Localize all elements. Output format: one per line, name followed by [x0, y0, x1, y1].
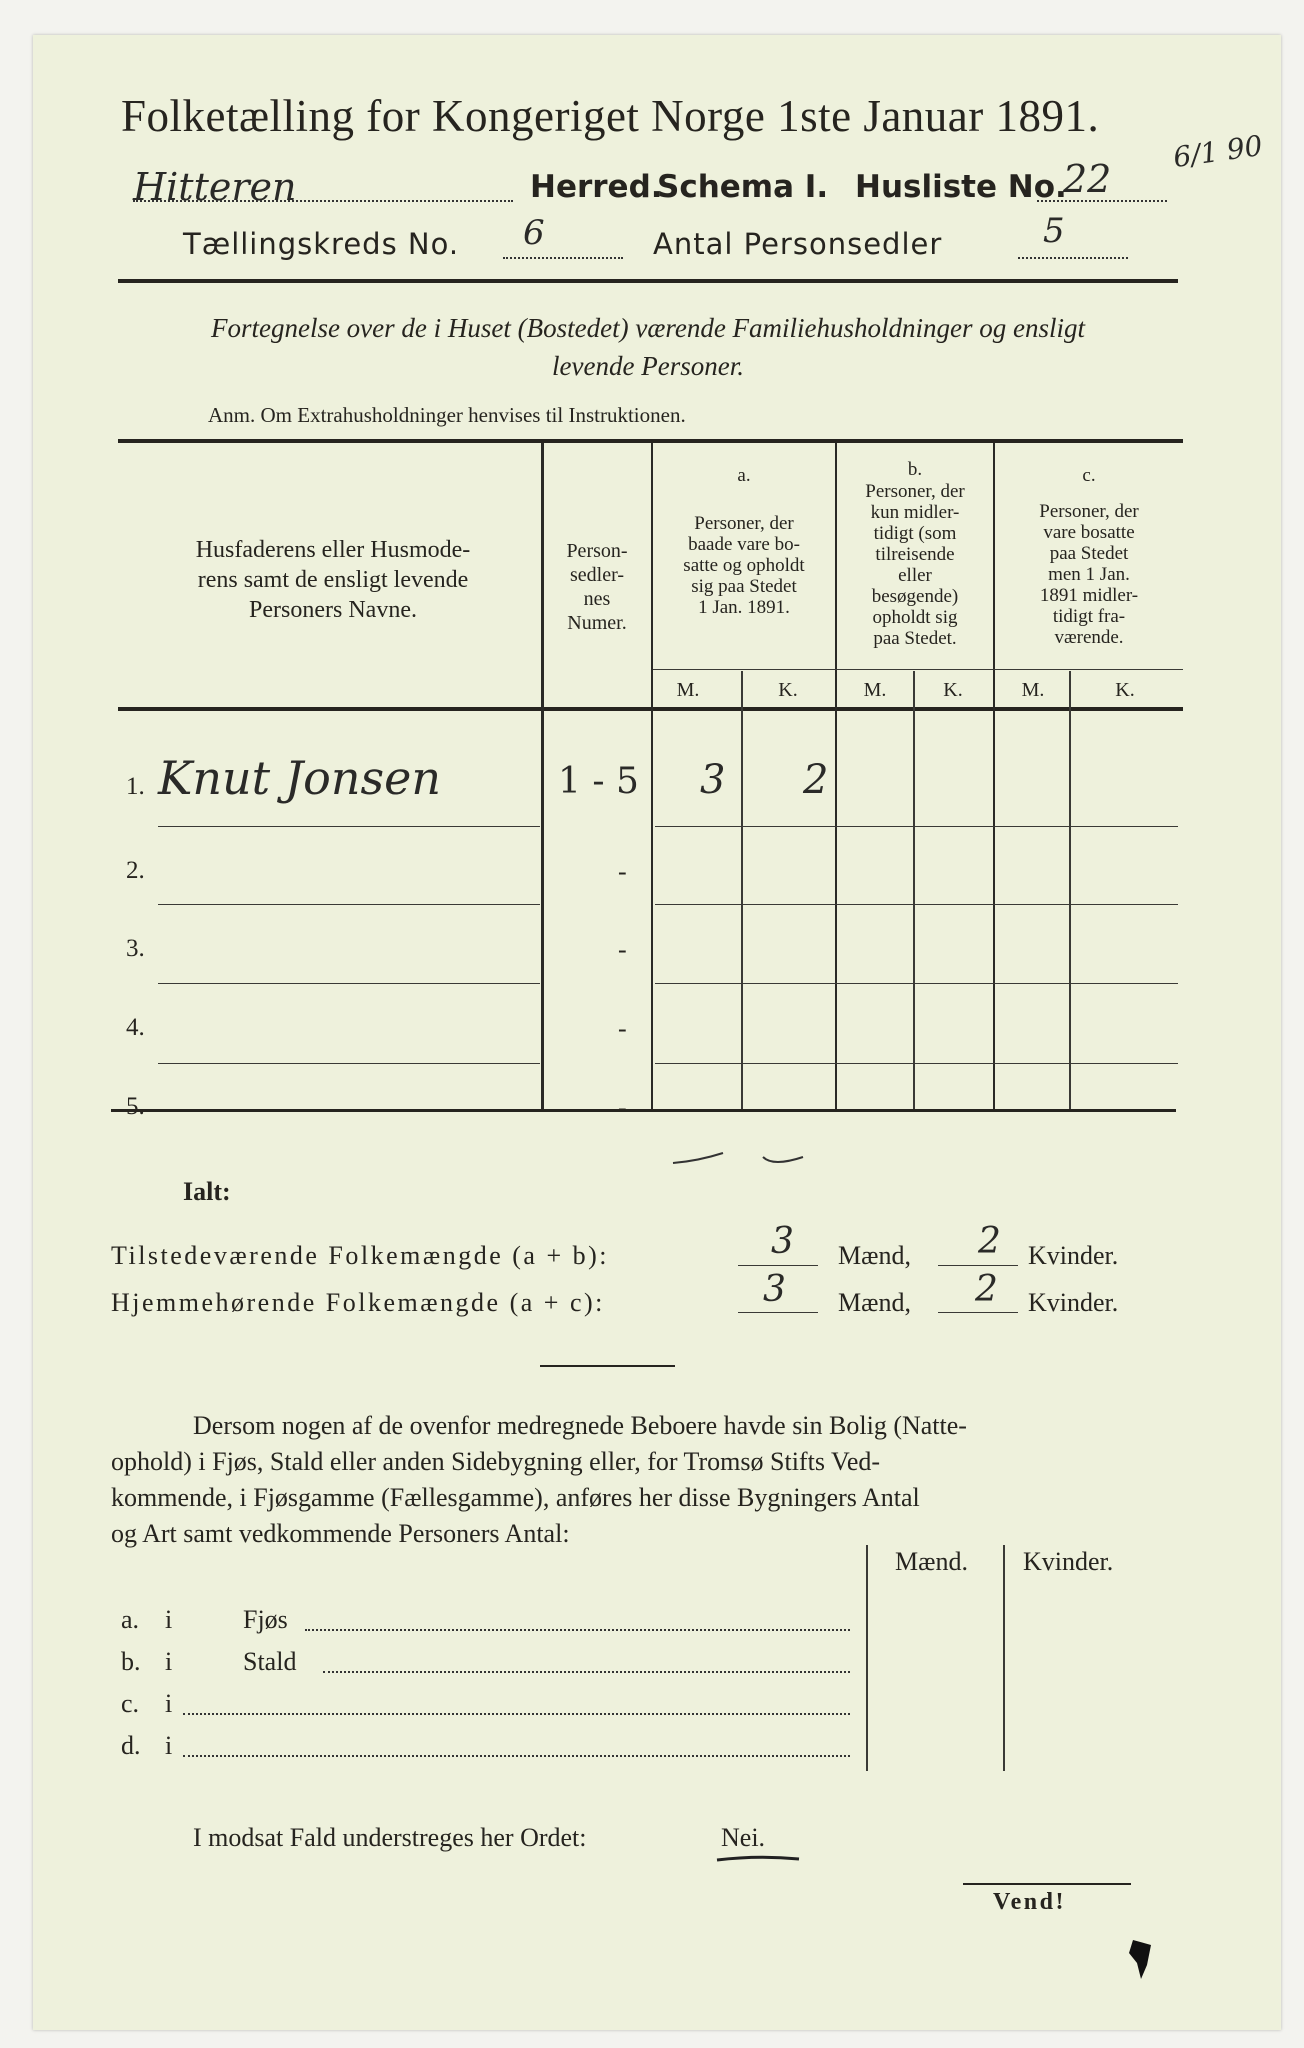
col-c-k: K. [1115, 679, 1135, 701]
til-m-value: 3 [771, 1221, 794, 1262]
col-a-header-line: 1 Jan. 1891. [698, 597, 790, 618]
modsat-text: I modsat Fald understreges her Ordet: [193, 1823, 587, 1852]
til-label: Tilstedeværende Folkemængde (a + b): [111, 1241, 609, 1270]
col-b-header-line: opholdt sig [872, 607, 958, 628]
bld-i-b: i [165, 1647, 173, 1676]
antal-value: 5 [1043, 211, 1065, 251]
row-line [655, 904, 1178, 905]
bld-vline-left [866, 1545, 868, 1771]
bld-letter-c: c. [121, 1689, 140, 1718]
col-b-header-line: besøgende) [871, 586, 959, 607]
herred-value: Hitteren [133, 165, 297, 209]
antal-label: Antal Personsedler [653, 227, 943, 261]
row-line [158, 983, 540, 984]
checkmarks [663, 1143, 863, 1173]
hjem-k-value: 2 [975, 1269, 998, 1310]
bld-letter-d: d. [121, 1731, 141, 1760]
table-body [118, 711, 1183, 1122]
vend-text: Vend! [993, 1889, 1066, 1915]
antal-dotline [1018, 257, 1128, 259]
col-b-k: K. [943, 679, 963, 701]
col-name-header [128, 535, 538, 625]
ialt-label: Ialt: [183, 1177, 231, 1206]
nei-underline [713, 1853, 803, 1865]
col-a-header-line: sig paa Stedet [691, 576, 797, 597]
col-a-header-line: satte og opholdt [683, 555, 805, 576]
row-num: - [618, 935, 627, 964]
margin-note: 6/1 90 [1171, 128, 1265, 175]
til-maend: Mænd, [838, 1241, 911, 1270]
bld-letter-b: b. [121, 1647, 141, 1676]
col-c-header-line: værende. [1054, 627, 1124, 648]
row-name: Knut Jonsen [158, 751, 441, 805]
row-a-m: 3 [700, 757, 726, 803]
col-name-header-line: Husfaderens eller Husmode- [195, 537, 471, 563]
col-a-k: K. [778, 679, 798, 701]
row-number: 3. [126, 935, 145, 962]
husliste-label: Husliste No. [855, 169, 1067, 205]
bld-maend-header: Mænd. [895, 1547, 968, 1576]
hjem-label: Hjemmehørende Folkemængde (a + c): [111, 1288, 605, 1317]
col-num-header-line: sedler- [569, 564, 624, 586]
col-a-header-line: baade vare bo- [688, 534, 800, 555]
til-k-line [938, 1265, 1018, 1266]
para-line1: Dersom nogen af de ovenfor medregnede Beboere havde sin Bolig (Natte- [193, 1411, 967, 1440]
herred-dotline [133, 200, 513, 202]
col-a-header-line: Personer, der [694, 513, 794, 534]
row-number: 2. [126, 857, 145, 884]
row-line [655, 826, 1178, 827]
row-line [655, 1063, 1178, 1064]
col-a-m: M. [676, 679, 700, 701]
row-num: - [618, 857, 627, 886]
bld-dotline [183, 1713, 850, 1715]
col-b-header-line: Personer, der [865, 481, 965, 502]
para-line3: kommende, i Fjøsgamme (Fællesgamme), anføres her disse Bygningers Antal [111, 1483, 920, 1512]
col-c-header-line: men 1 Jan. [1048, 564, 1130, 585]
col-b-header-line: kun midler- [870, 502, 960, 523]
husliste-dotline [1037, 200, 1167, 202]
vend-rule [963, 1883, 1131, 1885]
bld-dotline [305, 1629, 850, 1631]
row-line [655, 983, 1178, 984]
herred-label: Herred. [530, 169, 663, 205]
col-b-m: M. [863, 679, 887, 701]
til-kvinder: Kvinder. [1028, 1241, 1119, 1270]
col-b-header-line: tidigt (som [873, 523, 957, 544]
col-c-header-line: paa Stedet [1049, 543, 1129, 564]
header-rule [118, 279, 1178, 283]
col-c-header-line: 1891 midler- [1039, 585, 1139, 606]
bld-kvinder-header: Kvinder. [1023, 1547, 1114, 1576]
nei-word: Nei. [721, 1823, 766, 1852]
col-b-header-line: tilreisende [875, 544, 955, 565]
kreds-label: Tællingskreds No. [183, 227, 460, 261]
hjem-kvinder: Kvinder. [1028, 1288, 1119, 1317]
bld-label-stald: Stald [243, 1647, 297, 1676]
hjem-maend: Mænd, [838, 1288, 911, 1317]
col-c-m: M. [1021, 679, 1045, 701]
kreds-dotline [503, 257, 623, 259]
til-k-value: 2 [978, 1221, 1001, 1262]
row-line [158, 1063, 540, 1064]
row-a-k: 2 [803, 757, 829, 803]
hjem-m-value: 3 [763, 1269, 786, 1310]
hjem-m-line [738, 1312, 818, 1313]
bld-i-a: i [165, 1605, 173, 1634]
intro-line2: levende Personer. [552, 351, 744, 381]
col-c-header-line: tidigt fra- [1052, 606, 1126, 627]
row-number: 4. [126, 1014, 145, 1041]
row-number: 1. [126, 773, 145, 800]
col-name-header-line: Personers Navne. [249, 597, 417, 623]
bld-i-d: i [165, 1731, 173, 1760]
col-num-header-line: Person- [566, 540, 628, 562]
bld-vline-right [1003, 1545, 1005, 1771]
col-b-header [839, 481, 991, 649]
col-c-header-line: Personer, der [1039, 501, 1139, 522]
bld-dotline [183, 1755, 850, 1757]
table-bottom-rule [111, 1109, 1176, 1112]
bld-dotline [323, 1671, 850, 1673]
row-num: 1 - 5 [558, 761, 639, 802]
para-line4: og Art samt vedkommende Personers Antal: [111, 1519, 570, 1548]
col-b-header-line: paa Stedet. [873, 628, 957, 649]
form-title: Folketælling for Kongeriget Norge 1ste Januar 1891. [121, 91, 1100, 141]
row-num: - [618, 1014, 627, 1043]
col-num-header-line: Numer. [567, 612, 627, 634]
bld-i-c: i [165, 1689, 173, 1718]
row-line [158, 826, 540, 827]
col-a-letter: a. [737, 465, 751, 486]
separator [540, 1365, 675, 1367]
hjem-k-line [938, 1312, 1018, 1313]
census-form [33, 35, 1281, 2030]
kreds-value: 6 [523, 213, 545, 253]
col-c-letter: c. [1082, 465, 1096, 486]
bld-label-fjos: Fjøs [243, 1605, 288, 1634]
col-name-header-line: rens samt de ensligt levende [197, 567, 469, 593]
col-num-header-line: nes [583, 588, 611, 610]
col-c-header-line: vare bosatte [1043, 522, 1135, 543]
row-number: 5. [126, 1093, 145, 1120]
mk-rule [653, 669, 1183, 670]
anm-note: Anm. Om Extrahusholdninger henvises til Instruktionen. [208, 403, 686, 427]
husliste-value: 22 [1063, 157, 1112, 201]
bld-letter-a: a. [121, 1605, 140, 1634]
schema-label: Schema I. [657, 169, 829, 205]
til-m-line [738, 1265, 818, 1266]
col-num-header [545, 539, 649, 635]
ink-blot-icon [1123, 1935, 1163, 1985]
col-b-header-line: eller [898, 565, 932, 586]
intro-line1: Fortegnelse over de i Huset (Bostedet) værende Familiehusholdninger og ensligt [210, 313, 1086, 343]
col-a-header [655, 513, 833, 618]
col-c-header [995, 501, 1183, 648]
col-b-letter: b. [907, 459, 923, 480]
para-line2: ophold) i Fjøs, Stald eller anden Sidebygning eller, for Tromsø Stifts Ved- [111, 1447, 881, 1476]
row-line [158, 904, 540, 905]
row-num: - [618, 1093, 627, 1122]
